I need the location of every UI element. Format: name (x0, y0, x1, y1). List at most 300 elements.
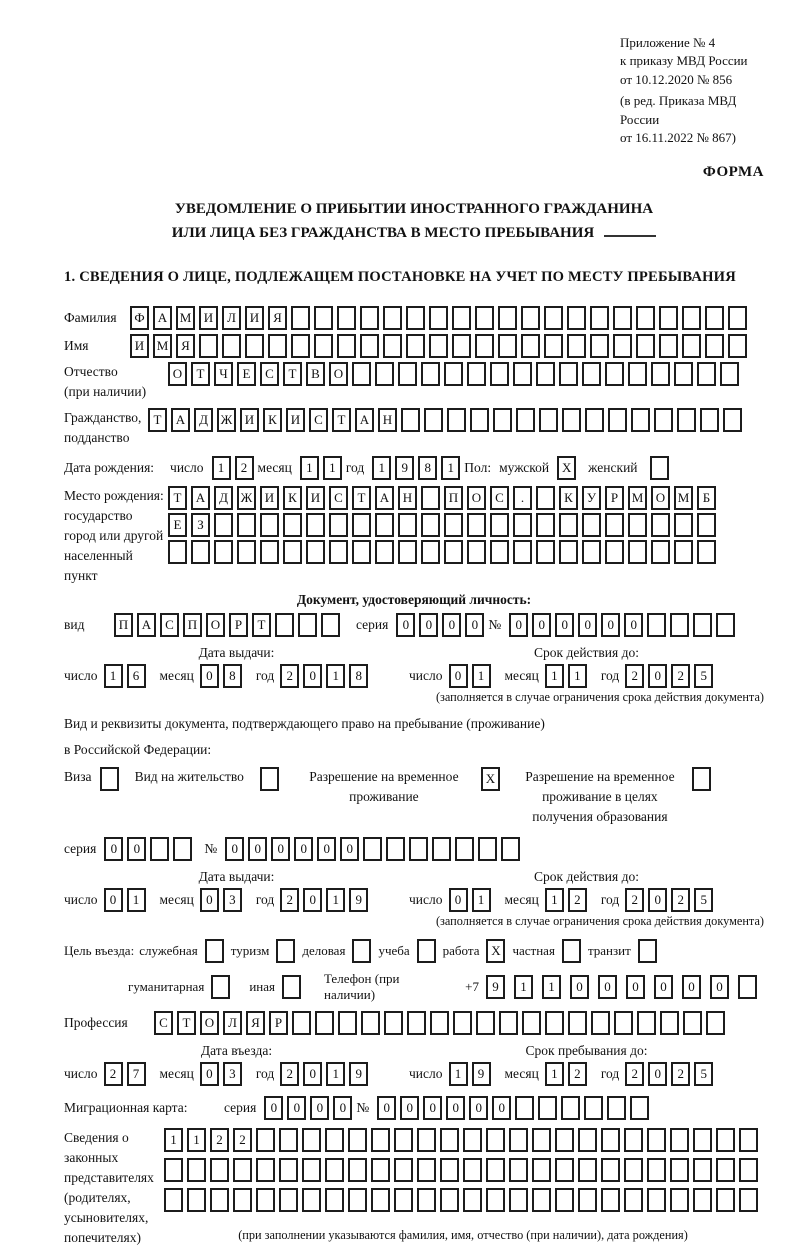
char-cell[interactable] (693, 1158, 712, 1182)
char-cell[interactable] (210, 1158, 229, 1182)
char-cell[interactable] (371, 1128, 390, 1152)
char-cell[interactable] (417, 1158, 436, 1182)
char-cell[interactable]: И (199, 306, 218, 330)
char-cell[interactable]: 0 (377, 1096, 396, 1120)
char-cell[interactable] (647, 1188, 666, 1212)
char-cell[interactable] (338, 1011, 357, 1035)
char-cell[interactable]: Ч (214, 362, 233, 386)
char-cell[interactable]: 2 (625, 888, 644, 912)
char-cell[interactable] (394, 1128, 413, 1152)
char-cell[interactable] (440, 1188, 459, 1212)
char-cell[interactable] (447, 408, 466, 432)
char-cell[interactable]: 0 (578, 613, 597, 637)
char-cell[interactable]: Т (283, 362, 302, 386)
char-cell[interactable] (363, 837, 382, 861)
char-cell[interactable] (647, 613, 666, 637)
char-cell[interactable] (590, 306, 609, 330)
char-cell[interactable] (559, 362, 578, 386)
char-cell[interactable]: С (309, 408, 328, 432)
char-cell[interactable] (233, 1158, 252, 1182)
char-cell[interactable]: 2 (671, 664, 690, 688)
char-cell[interactable] (728, 306, 747, 330)
char-cell[interactable] (578, 1158, 597, 1182)
char-cell[interactable]: 6 (127, 664, 146, 688)
char-cell[interactable] (245, 334, 264, 358)
char-cell[interactable] (624, 1128, 643, 1152)
char-cell[interactable]: А (191, 486, 210, 510)
char-cell[interactable]: К (263, 408, 282, 432)
char-cell[interactable] (697, 513, 716, 537)
char-cell[interactable]: Т (191, 362, 210, 386)
char-cell[interactable] (371, 1158, 390, 1182)
char-cell[interactable] (444, 513, 463, 537)
char-cell[interactable]: М (176, 306, 195, 330)
char-cell[interactable] (475, 306, 494, 330)
char-cell[interactable] (279, 1188, 298, 1212)
char-cell[interactable]: 0 (624, 613, 643, 637)
char-cell[interactable] (256, 1158, 275, 1182)
char-cell[interactable] (283, 513, 302, 537)
char-cell[interactable] (567, 334, 586, 358)
char-cell[interactable] (584, 1096, 603, 1120)
char-cell[interactable] (637, 1011, 656, 1035)
char-cell[interactable] (398, 513, 417, 537)
char-cell[interactable] (417, 1188, 436, 1212)
char-cell[interactable] (705, 306, 724, 330)
char-cell[interactable]: 0 (648, 888, 667, 912)
gender-female-checkbox[interactable] (650, 456, 669, 480)
char-cell[interactable] (582, 513, 601, 537)
char-cell[interactable] (578, 1128, 597, 1152)
char-cell[interactable] (260, 513, 279, 537)
char-cell[interactable] (536, 540, 555, 564)
char-cell[interactable] (486, 1188, 505, 1212)
char-cell[interactable] (352, 513, 371, 537)
char-cell[interactable]: 0 (287, 1096, 306, 1120)
char-cell[interactable]: 1 (545, 888, 564, 912)
char-cell[interactable]: Л (222, 306, 241, 330)
char-cell[interactable] (394, 1188, 413, 1212)
char-cell[interactable] (493, 408, 512, 432)
char-cell[interactable]: 1 (164, 1128, 183, 1152)
char-cell[interactable] (693, 1188, 712, 1212)
char-cell[interactable]: 0 (509, 613, 528, 637)
char-cell[interactable] (567, 306, 586, 330)
char-cell[interactable] (164, 1188, 183, 1212)
char-cell[interactable] (544, 334, 563, 358)
char-cell[interactable] (302, 1188, 321, 1212)
char-cell[interactable] (260, 540, 279, 564)
char-cell[interactable]: 0 (294, 837, 313, 861)
char-cell[interactable] (444, 540, 463, 564)
char-cell[interactable]: С (160, 613, 179, 637)
char-cell[interactable] (421, 362, 440, 386)
char-cell[interactable] (555, 1128, 574, 1152)
char-cell[interactable] (607, 1096, 626, 1120)
char-cell[interactable]: 1 (104, 664, 123, 688)
char-cell[interactable] (444, 362, 463, 386)
char-cell[interactable] (383, 306, 402, 330)
char-cell[interactable]: 5 (694, 1062, 713, 1086)
char-cell[interactable]: 1 (449, 1062, 468, 1086)
char-cell[interactable]: 0 (469, 1096, 488, 1120)
char-cell[interactable]: Е (168, 513, 187, 537)
char-cell[interactable]: И (240, 408, 259, 432)
char-cell[interactable]: А (375, 486, 394, 510)
char-cell[interactable] (429, 306, 448, 330)
purpose-official-checkbox[interactable] (205, 939, 224, 963)
char-cell[interactable]: 8 (349, 664, 368, 688)
char-cell[interactable] (628, 362, 647, 386)
char-cell[interactable]: 0 (248, 837, 267, 861)
char-cell[interactable]: И (286, 408, 305, 432)
char-cell[interactable]: 0 (104, 837, 123, 861)
char-cell[interactable] (222, 334, 241, 358)
char-cell[interactable]: 0 (682, 975, 701, 999)
char-cell[interactable] (601, 1158, 620, 1182)
temp-residence-education-checkbox[interactable] (692, 767, 711, 791)
char-cell[interactable] (647, 1158, 666, 1182)
char-cell[interactable] (417, 1128, 436, 1152)
char-cell[interactable]: 0 (710, 975, 729, 999)
char-cell[interactable] (705, 334, 724, 358)
char-cell[interactable]: П (444, 486, 463, 510)
char-cell[interactable]: Я (176, 334, 195, 358)
char-cell[interactable]: М (674, 486, 693, 510)
char-cell[interactable]: 7 (127, 1062, 146, 1086)
char-cell[interactable] (490, 540, 509, 564)
char-cell[interactable] (559, 540, 578, 564)
char-cell[interactable]: 0 (303, 1062, 322, 1086)
char-cell[interactable]: О (467, 486, 486, 510)
char-cell[interactable]: 0 (104, 888, 123, 912)
char-cell[interactable] (716, 1158, 735, 1182)
char-cell[interactable] (187, 1188, 206, 1212)
char-cell[interactable] (739, 1188, 758, 1212)
char-cell[interactable] (325, 1188, 344, 1212)
char-cell[interactable]: Т (148, 408, 167, 432)
char-cell[interactable] (544, 306, 563, 330)
char-cell[interactable] (306, 513, 325, 537)
char-cell[interactable] (700, 408, 719, 432)
char-cell[interactable]: 9 (349, 888, 368, 912)
char-cell[interactable] (394, 1158, 413, 1182)
char-cell[interactable]: 0 (200, 888, 219, 912)
char-cell[interactable]: 2 (235, 456, 254, 480)
gender-male-checkbox[interactable]: X (557, 456, 576, 480)
char-cell[interactable] (199, 334, 218, 358)
char-cell[interactable] (360, 306, 379, 330)
char-cell[interactable]: 0 (449, 664, 468, 688)
char-cell[interactable] (463, 1188, 482, 1212)
char-cell[interactable]: 0 (310, 1096, 329, 1120)
char-cell[interactable]: У (582, 486, 601, 510)
char-cell[interactable] (321, 613, 340, 637)
char-cell[interactable]: И (245, 306, 264, 330)
char-cell[interactable] (352, 362, 371, 386)
char-cell[interactable] (532, 1158, 551, 1182)
char-cell[interactable]: И (260, 486, 279, 510)
char-cell[interactable] (674, 513, 693, 537)
char-cell[interactable]: 0 (333, 1096, 352, 1120)
char-cell[interactable] (739, 1158, 758, 1182)
char-cell[interactable] (470, 408, 489, 432)
char-cell[interactable] (467, 362, 486, 386)
char-cell[interactable] (291, 334, 310, 358)
char-cell[interactable]: А (137, 613, 156, 637)
char-cell[interactable]: 9 (486, 975, 505, 999)
char-cell[interactable]: 1 (300, 456, 319, 480)
purpose-tourism-checkbox[interactable] (276, 939, 295, 963)
char-cell[interactable]: О (329, 362, 348, 386)
char-cell[interactable]: 1 (212, 456, 231, 480)
char-cell[interactable] (398, 362, 417, 386)
char-cell[interactable] (352, 540, 371, 564)
char-cell[interactable]: 0 (419, 613, 438, 637)
char-cell[interactable]: 2 (280, 664, 299, 688)
char-cell[interactable] (536, 513, 555, 537)
char-cell[interactable] (337, 334, 356, 358)
char-cell[interactable] (674, 540, 693, 564)
char-cell[interactable]: 0 (446, 1096, 465, 1120)
char-cell[interactable]: . (513, 486, 532, 510)
char-cell[interactable] (693, 1128, 712, 1152)
char-cell[interactable]: 1 (545, 664, 564, 688)
char-cell[interactable] (453, 1011, 472, 1035)
purpose-work-checkbox[interactable]: X (486, 939, 505, 963)
purpose-transit-checkbox[interactable] (638, 939, 657, 963)
char-cell[interactable] (659, 306, 678, 330)
char-cell[interactable]: 1 (187, 1128, 206, 1152)
char-cell[interactable]: С (260, 362, 279, 386)
char-cell[interactable] (440, 1158, 459, 1182)
char-cell[interactable]: И (306, 486, 325, 510)
char-cell[interactable] (614, 1011, 633, 1035)
char-cell[interactable] (545, 1011, 564, 1035)
char-cell[interactable]: Е (237, 362, 256, 386)
char-cell[interactable]: Л (223, 1011, 242, 1035)
char-cell[interactable]: 1 (472, 888, 491, 912)
char-cell[interactable]: 0 (271, 837, 290, 861)
char-cell[interactable]: Р (605, 486, 624, 510)
char-cell[interactable] (728, 334, 747, 358)
char-cell[interactable]: 2 (568, 1062, 587, 1086)
char-cell[interactable]: А (171, 408, 190, 432)
char-cell[interactable] (150, 837, 169, 861)
char-cell[interactable] (214, 540, 233, 564)
char-cell[interactable] (386, 837, 405, 861)
char-cell[interactable]: 9 (349, 1062, 368, 1086)
char-cell[interactable]: Д (214, 486, 233, 510)
char-cell[interactable]: 1 (568, 664, 587, 688)
char-cell[interactable] (582, 362, 601, 386)
char-cell[interactable] (173, 837, 192, 861)
char-cell[interactable] (325, 1158, 344, 1182)
char-cell[interactable] (467, 540, 486, 564)
char-cell[interactable]: 0 (225, 837, 244, 861)
char-cell[interactable] (636, 306, 655, 330)
char-cell[interactable] (432, 837, 451, 861)
char-cell[interactable] (490, 513, 509, 537)
char-cell[interactable] (256, 1128, 275, 1152)
char-cell[interactable] (237, 540, 256, 564)
char-cell[interactable] (670, 1158, 689, 1182)
char-cell[interactable] (516, 408, 535, 432)
char-cell[interactable] (515, 1096, 534, 1120)
char-cell[interactable] (314, 334, 333, 358)
char-cell[interactable]: С (154, 1011, 173, 1035)
char-cell[interactable] (406, 306, 425, 330)
char-cell[interactable]: Р (229, 613, 248, 637)
char-cell[interactable] (605, 362, 624, 386)
char-cell[interactable] (651, 513, 670, 537)
char-cell[interactable] (375, 540, 394, 564)
char-cell[interactable] (522, 1011, 541, 1035)
char-cell[interactable] (738, 975, 757, 999)
char-cell[interactable]: 0 (340, 837, 359, 861)
char-cell[interactable]: С (490, 486, 509, 510)
char-cell[interactable] (214, 513, 233, 537)
char-cell[interactable] (371, 1188, 390, 1212)
char-cell[interactable] (191, 540, 210, 564)
char-cell[interactable] (306, 540, 325, 564)
char-cell[interactable] (532, 1128, 551, 1152)
char-cell[interactable] (424, 408, 443, 432)
char-cell[interactable] (348, 1188, 367, 1212)
char-cell[interactable]: 0 (317, 837, 336, 861)
char-cell[interactable]: 2 (210, 1128, 229, 1152)
temp-residence-checkbox[interactable]: X (481, 767, 500, 791)
char-cell[interactable] (463, 1128, 482, 1152)
char-cell[interactable] (486, 1128, 505, 1152)
char-cell[interactable] (475, 334, 494, 358)
char-cell[interactable]: 0 (442, 613, 461, 637)
char-cell[interactable]: 0 (465, 613, 484, 637)
char-cell[interactable]: 8 (223, 664, 242, 688)
char-cell[interactable]: Р (269, 1011, 288, 1035)
char-cell[interactable] (720, 362, 739, 386)
char-cell[interactable]: Ф (130, 306, 149, 330)
char-cell[interactable]: Ж (237, 486, 256, 510)
char-cell[interactable] (452, 334, 471, 358)
char-cell[interactable] (268, 334, 287, 358)
char-cell[interactable] (683, 1011, 702, 1035)
char-cell[interactable] (706, 1011, 725, 1035)
char-cell[interactable]: 1 (472, 664, 491, 688)
char-cell[interactable]: 8 (418, 456, 437, 480)
char-cell[interactable]: 2 (280, 1062, 299, 1086)
char-cell[interactable]: Н (378, 408, 397, 432)
char-cell[interactable] (348, 1128, 367, 1152)
char-cell[interactable]: Я (268, 306, 287, 330)
char-cell[interactable] (375, 513, 394, 537)
char-cell[interactable] (233, 1188, 252, 1212)
char-cell[interactable] (613, 334, 632, 358)
char-cell[interactable] (521, 306, 540, 330)
char-cell[interactable] (187, 1158, 206, 1182)
char-cell[interactable] (283, 540, 302, 564)
purpose-humanitarian-checkbox[interactable] (211, 975, 230, 999)
char-cell[interactable] (256, 1188, 275, 1212)
char-cell[interactable]: 1 (127, 888, 146, 912)
char-cell[interactable] (538, 1096, 557, 1120)
char-cell[interactable] (237, 513, 256, 537)
char-cell[interactable]: 0 (532, 613, 551, 637)
char-cell[interactable] (539, 408, 558, 432)
char-cell[interactable] (429, 334, 448, 358)
char-cell[interactable]: 1 (326, 664, 345, 688)
char-cell[interactable] (383, 334, 402, 358)
char-cell[interactable] (467, 513, 486, 537)
char-cell[interactable] (430, 1011, 449, 1035)
char-cell[interactable] (630, 1096, 649, 1120)
char-cell[interactable]: 0 (598, 975, 617, 999)
purpose-business-checkbox[interactable] (352, 939, 371, 963)
purpose-private-checkbox[interactable] (562, 939, 581, 963)
char-cell[interactable] (693, 613, 712, 637)
char-cell[interactable] (555, 1188, 574, 1212)
char-cell[interactable] (164, 1158, 183, 1182)
char-cell[interactable] (348, 1158, 367, 1182)
char-cell[interactable]: 9 (472, 1062, 491, 1086)
char-cell[interactable]: 0 (200, 664, 219, 688)
char-cell[interactable] (562, 408, 581, 432)
char-cell[interactable] (440, 1128, 459, 1152)
char-cell[interactable] (628, 513, 647, 537)
purpose-study-checkbox[interactable] (417, 939, 436, 963)
char-cell[interactable]: 0 (449, 888, 468, 912)
char-cell[interactable]: Д (194, 408, 213, 432)
char-cell[interactable]: 5 (694, 888, 713, 912)
char-cell[interactable]: 2 (625, 1062, 644, 1086)
char-cell[interactable] (501, 837, 520, 861)
char-cell[interactable]: 2 (568, 888, 587, 912)
char-cell[interactable] (463, 1158, 482, 1182)
char-cell[interactable] (168, 540, 187, 564)
char-cell[interactable] (682, 334, 701, 358)
char-cell[interactable] (660, 1011, 679, 1035)
char-cell[interactable]: М (153, 334, 172, 358)
char-cell[interactable] (210, 1188, 229, 1212)
char-cell[interactable] (513, 540, 532, 564)
char-cell[interactable] (509, 1128, 528, 1152)
char-cell[interactable]: 1 (542, 975, 561, 999)
char-cell[interactable] (670, 1188, 689, 1212)
char-cell[interactable]: Т (352, 486, 371, 510)
char-cell[interactable]: 0 (492, 1096, 511, 1120)
char-cell[interactable]: 0 (648, 1062, 667, 1086)
char-cell[interactable]: П (183, 613, 202, 637)
visa-checkbox[interactable] (100, 767, 119, 791)
char-cell[interactable]: 2 (625, 664, 644, 688)
char-cell[interactable] (315, 1011, 334, 1035)
char-cell[interactable]: 2 (233, 1128, 252, 1152)
char-cell[interactable] (723, 408, 742, 432)
char-cell[interactable] (478, 837, 497, 861)
char-cell[interactable] (275, 613, 294, 637)
char-cell[interactable] (636, 334, 655, 358)
char-cell[interactable] (739, 1128, 758, 1152)
char-cell[interactable] (578, 1188, 597, 1212)
char-cell[interactable]: О (651, 486, 670, 510)
char-cell[interactable]: 5 (694, 664, 713, 688)
char-cell[interactable]: К (283, 486, 302, 510)
char-cell[interactable] (605, 513, 624, 537)
char-cell[interactable]: 0 (127, 837, 146, 861)
char-cell[interactable] (590, 334, 609, 358)
char-cell[interactable]: 9 (395, 456, 414, 480)
char-cell[interactable]: Т (332, 408, 351, 432)
